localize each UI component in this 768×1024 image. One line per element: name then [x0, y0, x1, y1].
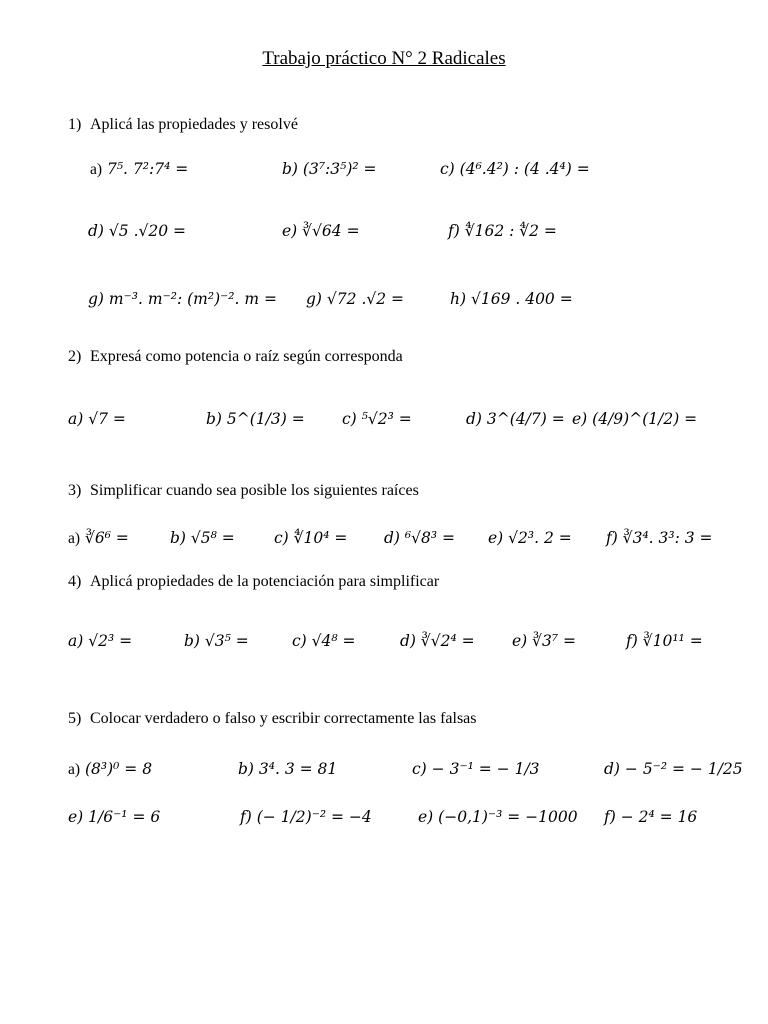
exercise-label: a): [90, 161, 103, 178]
section-heading-4: [68, 573, 439, 591]
exercise-4e: [512, 632, 576, 650]
exercise-label: d): [400, 632, 416, 650]
section-number: 2): [68, 348, 82, 365]
section-number: 3): [68, 482, 82, 499]
exercise-3d: [384, 529, 455, 547]
exercise-5f: [240, 808, 372, 826]
exercise-label: d): [384, 529, 400, 547]
section-heading-1: [68, 116, 298, 134]
exercise-4a: [68, 632, 132, 650]
section-heading-text: Colocar verdadero o falso y escribir correctamente las falsas: [90, 710, 477, 727]
exercise-math: ∜10⁴ =: [293, 529, 348, 547]
exercise-math: 1/6⁻¹ = 6: [88, 808, 161, 826]
exercise-1h: [450, 290, 573, 308]
exercise-math: ∛10¹¹ =: [642, 632, 703, 650]
exercise-math: (3⁷:3⁵)² =: [302, 160, 377, 178]
exercise-4f: [626, 632, 703, 650]
exercise-label: e): [282, 222, 298, 240]
exercise-math: √2³ =: [88, 632, 133, 650]
section-heading-text: Simplificar cuando sea posible los siguientes raíces: [90, 482, 419, 499]
exercise-math: √7 =: [88, 410, 126, 428]
exercise-math: √5⁸ =: [190, 529, 235, 547]
exercise-math: (4⁶.4²) : (4 .4⁴) =: [459, 160, 590, 178]
exercise-1d: [88, 222, 186, 240]
exercise-3c: [274, 529, 347, 547]
exercise-math: √5 .√20 =: [108, 222, 187, 240]
page-title: Trabajo práctico N° 2 Radicales: [262, 48, 506, 69]
exercise-label: f): [604, 808, 616, 826]
exercise-3b: [170, 529, 235, 547]
exercise-math: (8³)⁰ = 8: [84, 760, 153, 778]
exercise-label: g): [88, 290, 104, 308]
exercise-math: − 2⁴ = 16: [620, 808, 698, 826]
exercise-5a: [68, 760, 152, 779]
exercise-label: e): [68, 808, 84, 826]
exercise-label: a): [68, 410, 84, 428]
exercise-5e-2: [418, 808, 578, 826]
exercise-1b: [282, 160, 377, 178]
section-heading-text: Aplicá propiedades de la potenciación para simplificar: [90, 573, 440, 590]
section-heading-text: Aplicá las propiedades y resolvé: [90, 116, 298, 133]
exercise-math: √169 . 400 =: [470, 290, 573, 308]
exercise-4c: [292, 632, 356, 650]
exercise-math: ∛√64 =: [302, 222, 360, 240]
exercise-math: 5^(1/3) =: [226, 410, 305, 428]
exercise-label: e): [512, 632, 528, 650]
section-number: 4): [68, 573, 82, 590]
section-heading-5: [68, 710, 477, 728]
exercise-1e: [282, 222, 360, 240]
exercise-label: c): [342, 410, 357, 428]
exercise-math: ∜162 : ∜2 =: [464, 222, 557, 240]
exercise-4b: [184, 632, 249, 650]
exercise-5d: [604, 760, 743, 778]
exercise-math: 3⁴. 3 = 81: [258, 760, 338, 778]
exercise-math: (4/9)^(1/2) =: [592, 410, 698, 428]
exercise-label: d): [604, 760, 620, 778]
exercise-label: d): [466, 410, 482, 428]
section-number: 5): [68, 710, 82, 727]
exercise-label: e): [418, 808, 434, 826]
exercise-5b: [238, 760, 337, 778]
exercise-math: − 3⁻¹ = − 1/3: [431, 760, 540, 778]
exercise-math: ∛6⁶ =: [84, 529, 129, 547]
exercise-label: c): [274, 529, 289, 547]
exercise-2c: [342, 410, 412, 428]
exercise-3e: [488, 529, 572, 547]
exercise-label: b): [282, 160, 298, 178]
exercise-label: g): [306, 290, 322, 308]
exercise-label: f): [240, 808, 252, 826]
exercise-math: √2³. 2 =: [508, 529, 572, 547]
exercise-label: f): [606, 529, 618, 547]
exercise-label: b): [206, 410, 222, 428]
exercise-label: c): [412, 760, 427, 778]
exercise-label: c): [440, 160, 455, 178]
exercise-math: √4⁸ =: [311, 632, 356, 650]
exercise-3a: [68, 529, 129, 548]
exercise-5e: [68, 808, 160, 826]
exercise-5c: [412, 760, 540, 778]
exercise-math: − 5⁻² = − 1/25: [624, 760, 743, 778]
exercise-label: b): [170, 529, 186, 547]
exercise-math: m⁻³. m⁻²: (m²)⁻². m =: [108, 290, 277, 308]
exercise-label: d): [88, 222, 104, 240]
exercise-5f-2: [604, 808, 697, 826]
exercise-label: e): [488, 529, 504, 547]
exercise-math: ⁶√8³ =: [404, 529, 456, 547]
exercise-1a: [90, 160, 188, 179]
exercise-math: 7⁵. 7²:7⁴ =: [106, 160, 189, 178]
section-heading-3: [68, 482, 419, 500]
exercise-2a: [68, 410, 126, 428]
exercise-label: a): [68, 761, 81, 778]
exercise-label: f): [448, 222, 460, 240]
exercise-label: b): [184, 632, 200, 650]
exercise-1c: [440, 160, 590, 178]
exercise-4d: [400, 632, 475, 650]
exercise-label: h): [450, 290, 467, 308]
section-heading-2: [68, 348, 403, 366]
exercise-label: e): [572, 410, 588, 428]
exercise-1g: [88, 290, 277, 308]
exercise-math: 3^(4/7) =: [486, 410, 565, 428]
exercise-label: b): [238, 760, 254, 778]
exercise-label: c): [292, 632, 307, 650]
exercise-math: ∛3⁷ =: [532, 632, 577, 650]
exercise-math: √72 .√2 =: [326, 290, 405, 308]
exercise-2b: [206, 410, 305, 428]
exercise-math: ∛√2⁴ =: [420, 632, 475, 650]
exercise-math: ∛3⁴. 3³: 3 =: [622, 529, 713, 547]
exercise-math: (−0,1)⁻³ = −1000: [438, 808, 578, 826]
exercise-math: ⁵√2³ =: [361, 410, 412, 428]
exercise-2d: [466, 410, 565, 428]
exercise-math: √3⁵ =: [204, 632, 249, 650]
exercise-math: (− 1/2)⁻² = −4: [256, 808, 372, 826]
exercise-1f: [448, 222, 557, 240]
exercise-1g-2: [306, 290, 404, 308]
exercise-label: f): [626, 632, 638, 650]
exercise-label: a): [68, 530, 81, 547]
exercise-label: a): [68, 632, 84, 650]
section-number: 1): [68, 116, 82, 133]
exercise-2e: [572, 410, 697, 428]
exercise-3f: [606, 529, 713, 547]
section-heading-text: Expresá como potencia o raíz según corresponda: [90, 348, 403, 365]
